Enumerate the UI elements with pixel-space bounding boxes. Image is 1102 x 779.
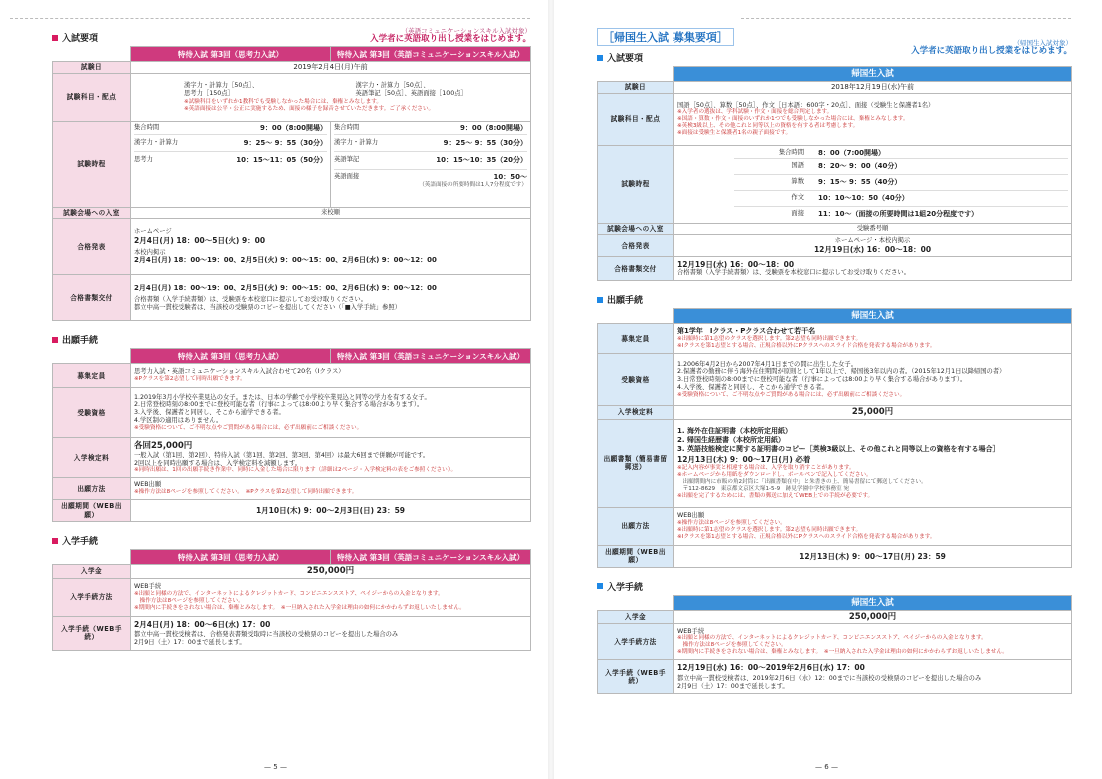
row-label: 受験資格	[598, 354, 674, 406]
subject-line: 国語［50点］、算数［50点］、作文［日本語：600字・20点］、面接（受験生と保護者1名）	[677, 101, 935, 109]
how-cell	[674, 624, 1072, 660]
cert-line: 2月4日(月) 18：00〜19：00、2月5日(火) 9：00〜15：00、2月6日(水) 9：00〜12：00	[134, 283, 437, 292]
schedule-name: 集合時間	[134, 123, 160, 131]
row-label: 入学手続（WEB手続）	[53, 616, 131, 650]
schedule-name: 英語面接	[334, 173, 360, 181]
web-cell	[674, 660, 1072, 694]
schedule-time: 9：25〜 9：55（30分）	[443, 138, 527, 147]
docs-line: 3. 英語技能検定に関する証明書のコピー［英検3級以上、その他これと同等以上の資格を有する場合］	[677, 444, 1000, 453]
how-line: ※期間内に手続きをされない場合は、棄権とみなします。 ※一旦納入された入学金は理由の如何にかかわらずお返しいたしません。	[134, 604, 465, 611]
square-bullet-icon	[52, 337, 58, 343]
qual-line: 3.日常登校時刻の8:00までに登校可能な者（行事によっては8:00より早く集合する場合があります）。	[677, 376, 967, 384]
page-number: — 5 —	[264, 763, 287, 771]
how-line: WEB手続	[134, 582, 162, 590]
schedule-name: 思考力	[134, 156, 153, 164]
qual-line: ※受験資格について、ご不明な点やご質問がある場合には、必ず出願前にご相談ください。	[677, 391, 906, 398]
square-bullet-icon	[597, 297, 603, 303]
fee-value: 25,000円	[674, 406, 1072, 420]
subjects-cell	[131, 73, 531, 121]
docs-line: 1. 海外在住証明書（本校所定用紙）	[677, 427, 792, 436]
how-cell	[131, 578, 531, 616]
note-line: ※試験科目をいずれか1教科でも受験しなかった場合には、棄権とみなします。	[184, 99, 382, 106]
section-title: 入試要項	[607, 54, 644, 65]
col-header: 帰国生入試	[674, 309, 1072, 324]
col-header: 特待入試 第3回（英語コミュニケーションスキル入試）	[331, 550, 531, 565]
capacity-line: ※Iクラスを第1志望とする場合、正規合格以外にPクラスへのスライド合格を発表する場合があります。	[677, 343, 936, 350]
schedule-name: 漢字力・計算力	[334, 138, 379, 146]
schedule-time: 9：25〜 9：55（30分）	[243, 138, 327, 147]
row-label: 試験日	[53, 62, 131, 74]
capacity-line: ※Pクラスを第2志望して同時出願できます。	[134, 376, 246, 383]
subject-line: 思考力［150点］	[184, 89, 234, 97]
returnee-enrollment-table	[597, 595, 1072, 695]
row-label: 試験時程	[598, 145, 674, 223]
col-header: 特待入試 第3回（英語コミュニケーションスキル入試）	[331, 349, 531, 364]
cert-line: 合格書類（入学手続書類）は、受験票を本校窓口に提示してお受け取りください。	[677, 269, 910, 277]
method-line: ※出願時に第1志望のクラスを選択します。第2志望も同時出願できます。	[677, 526, 862, 533]
top-dash-line	[10, 18, 530, 19]
web-line: 2月4日(月) 18：00〜6日(水) 17：00	[134, 619, 271, 629]
schedule-name: 算数	[791, 178, 804, 186]
qualification-cell	[131, 388, 531, 438]
row-label: 出願方法	[53, 478, 131, 500]
capacity-line: 思考力入試・英語コミュニケーションスキル入試合わせて20名（Iクラス）	[134, 368, 345, 376]
section-heading	[597, 580, 1072, 593]
subject-line: 漢字力・計算力［50点］、	[184, 81, 259, 89]
schedule-time: 8：00（7:00開場）	[818, 148, 886, 157]
row-label: 試験科目・配点	[53, 73, 131, 121]
qual-line: 3.入学後、保護者と同居し、そこから通学できる者。	[134, 409, 285, 417]
schedule-name: 集合時間	[334, 123, 360, 131]
row-label: 入学金	[598, 610, 674, 624]
note-big: 入学者に英語取り出し授業をはじめます。	[370, 34, 531, 45]
col-header: 帰国生入試	[674, 595, 1072, 610]
returnee-application-table	[597, 308, 1072, 568]
subject-line: ※面接は受験生と保護者1名の親子面接です。	[677, 130, 792, 137]
capacity-cell	[674, 324, 1072, 354]
cert-cell	[674, 257, 1072, 281]
right-page	[551, 0, 1102, 779]
schedule-name: 面接	[791, 209, 804, 217]
schedule-cell	[674, 145, 1072, 223]
web-line: 2月9日（土）17：00まで延長します。	[677, 682, 789, 690]
fee-line: 一般入試（第1回、第2回）、特待入試（第1回、第2回、第3回、第4回）は最大6回まで併願が可能です。	[134, 451, 430, 459]
row-label: 出願期間（WEB出願）	[53, 500, 131, 522]
row-label: 募集定員	[53, 364, 131, 388]
schedule-time: 8：20〜 9：00（40分）	[818, 162, 902, 171]
square-bullet-icon	[52, 538, 58, 544]
subjects-cell	[674, 93, 1072, 145]
docs-line: 出願期間内に市販の角2封筒に「出願書類在中」と朱書きの上、簡易書留にて郵送してください。	[677, 478, 927, 485]
result-cell	[674, 235, 1072, 257]
schedule-time: 9：15〜 9：55（40分）	[818, 178, 902, 187]
result-line: 2月4日(月) 18：00〜5日(火) 9：00	[134, 236, 266, 246]
row-label: 受験資格	[53, 388, 131, 438]
qual-line: 1.2006年4月2日から2007年4月1日までの間に出生した女子。	[677, 360, 858, 368]
web-line: 2月9日（土）17：00まで延長します。	[134, 639, 246, 647]
schedule-time: 10：15〜11：05（50分）	[236, 156, 327, 165]
fee-line: 2回以上を同時出願する場合は、入学検定料を減額します。	[134, 459, 302, 467]
row-label: 入学手続方法	[598, 624, 674, 660]
qual-line: 1.2019年3月小学校卒業見込の女子。または、日本の学齢で小学校卒業見込と同等の学力を有する女子。	[134, 393, 431, 401]
schedule-time: 11：10〜（面接の所要時間は1組20分程度です）	[818, 209, 979, 218]
schedule-time: 10：10〜10：50（40分）	[818, 193, 909, 202]
row-label: 試験会場への入室	[53, 207, 131, 218]
returnee-exam-table	[597, 66, 1072, 281]
period-value: 1月10日(木) 9：00〜2月3日(日) 23：59	[131, 500, 531, 522]
section-heading	[597, 293, 1072, 306]
schedule-note: （英語面接の所要時間は1人7分程度です）	[419, 181, 527, 188]
col-header: 特待入試 第3回（思考力入試）	[131, 47, 331, 62]
row-label: 出願方法	[598, 507, 674, 545]
fee-cell	[131, 438, 531, 478]
period-value: 12月13日(木) 9：00〜17日(月) 23：59	[674, 545, 1072, 567]
fee-line: ※同時出願は、1回の出願手続き作業中、同時に入金した場合に限ります（詳細は2ページ・入学検定料の表をご参照ください）。	[134, 467, 457, 474]
section-title: 入学手続	[62, 537, 99, 548]
square-bullet-icon	[597, 583, 603, 589]
cert-cell	[131, 275, 531, 321]
method-line: WEB出願	[677, 511, 705, 519]
schedule-name: 国語	[791, 162, 804, 170]
docs-line: 2. 帰国生経歴書（本校所定用紙）	[677, 435, 785, 444]
row-label: 合格書類交付	[598, 257, 674, 281]
schedule-name: 英語筆記	[334, 156, 360, 164]
docs-line: ※出願を完了するためには、書類の郵送に加えてWEB上での手続が必要です。	[677, 492, 874, 499]
result-line: ホームページ・本校内掲示	[834, 237, 911, 245]
docs-line: 12月13日(木) 9：00〜17日(月) 必着	[677, 455, 811, 465]
method-line: ※Iクラスを第1志望とする場合、正規合格以外にPクラスへのスライド合格を発表する場合があります。	[677, 533, 936, 540]
web-line: 都立中高一貫校受検者は、合格発表書類受取時に当該校の受検票のコピーを提出した場合のみ	[134, 631, 399, 639]
section-title: 出願手続	[62, 336, 99, 347]
result-line: 2月4日(月) 18：00〜19：00、2月5日(火) 9：00〜15：00、2月6日(水) 9：00〜12：00	[134, 256, 437, 265]
fee-value: 250,000円	[674, 610, 1072, 624]
how-line: ※期間内に手続きをされない場合は、棄権とみなします。 ※一旦納入された入学金は理由の如何にかかわらずお返しいたしません。	[677, 649, 1008, 656]
schedule-time: 10：50〜	[493, 173, 527, 182]
schedule-name: 漢字力・計算力	[134, 138, 179, 146]
method-line: ※操作方法は8ページを参照してください。	[677, 519, 786, 526]
row-label: 入学検定料	[53, 438, 131, 478]
qual-line: 2.保護者の勤務に伴う海外在住期間が原則として1年以上で、帰国後3年以内の者。（2015年12月1日以降帰国の者）	[677, 368, 1006, 376]
row-label: 入学検定料	[598, 406, 674, 420]
page-number: — 6 —	[815, 763, 838, 771]
row-label: 合格書類交付	[53, 275, 131, 321]
top-dash-line	[741, 18, 1071, 19]
qual-line: ※受験資格について、ご不明な点やご質問がある場合には、必ず出願前にご相談ください。	[134, 424, 363, 431]
result-cell	[131, 219, 531, 275]
note-small: （英語コミュニケーションスキル入試対象）	[401, 27, 531, 35]
row-label: 入学金	[53, 565, 131, 579]
row-label: 出願期間（WEB出願）	[598, 545, 674, 567]
row-label: 試験会場への入室	[598, 223, 674, 234]
col-header: 帰国生入試	[674, 67, 1072, 82]
subject-line: ※国語・算数・作文・面接のいずれか1つでも受験しなかった場合には、棄権とみなします。	[677, 116, 909, 123]
enrollment-table	[52, 549, 531, 651]
page-title	[597, 26, 734, 46]
col-header: 特待入試 第3回（思考力入試）	[131, 349, 331, 364]
exam-date: 2018年12月19日(水)午前	[674, 82, 1072, 94]
how-line: ※出願と同様の方法で、インターネットによるクレジットカード、コンビニエンスストア、ペイジーからの入金となります。	[677, 635, 987, 642]
result-line: ホームページ	[134, 228, 172, 236]
method-cell	[131, 478, 531, 500]
note-line: ※英語面接は公平・公正に実施するため、面接の様子を録音させていただきます。ご了承ください。	[184, 106, 435, 113]
subject-line: ※入学者の選抜は、学科試験・作文・面接を総合判定します。	[677, 109, 833, 116]
row-label: 合格発表	[598, 235, 674, 257]
cert-line: 12月19日(水) 16：00〜18：00	[677, 260, 795, 270]
how-line: WEB手続	[677, 627, 705, 635]
docs-cell	[674, 419, 1072, 507]
qualification-cell	[674, 354, 1072, 406]
row-label: 入学手続（WEB手続）	[598, 660, 674, 694]
cert-line: 合格書類（入学手続書類）は、受験票を本校窓口に提示してお受け取りください。	[134, 295, 367, 303]
fee-value: 250,000円	[131, 565, 531, 579]
row-label: 合格発表	[53, 219, 131, 275]
fee-line: 各回25,000円	[134, 441, 193, 452]
cert-line: 都立中高一貫校受験者は、当該校の受験票のコピーを提出してください（「■入学手続」参照）	[134, 303, 402, 311]
schedule-b	[331, 121, 531, 207]
web-line: 都立中高一貫校受検者は、2019年2月6日（水）12：00までに当該校の受検票のコピーを提出した場合のみ	[677, 674, 982, 682]
docs-line: ※記入内容が事実と相違する場合は、入学を取り消すことがあります。	[677, 464, 855, 471]
web-line: 12月19日(水) 16：00〜2019年2月6日(水) 17：00	[677, 663, 865, 673]
qual-line: 4.入学後、保護者と同居し、そこから通学できる者。	[677, 384, 828, 392]
section-title: 入学手続	[607, 582, 644, 593]
how-line: ※出願と同様の方法で、インターネットによるクレジットカード、コンビニエンスストア、ペイジーからの入金となります。	[134, 590, 444, 597]
capacity-line: 第1学年 Iクラス・Pクラス合わせて若干名	[677, 327, 816, 336]
subject-line: 漢字力・計算力［50点］、	[355, 81, 430, 89]
row-label: 試験科目・配点	[598, 93, 674, 145]
application-table	[52, 348, 531, 522]
note-big: 入学者に英語取り出し授業をはじめます。	[911, 46, 1072, 57]
section-heading	[52, 333, 531, 346]
result-line: 本校内掲示	[134, 248, 166, 256]
subject-line: ※英検3級以上、その他これと同等以上の資格を有する者は考慮します。	[677, 123, 859, 130]
capacity-line: ※出願時に第1志望のクラスを選択します。第2志望も同時出願できます。	[677, 336, 862, 343]
row-label: 出願書類（簡易書留郵送）	[598, 419, 674, 507]
exam-date: 2019年2月4日(月)午前	[131, 62, 531, 74]
method-cell	[674, 507, 1072, 545]
schedule-name: 作文	[791, 193, 804, 201]
section-title: 出願手続	[607, 296, 644, 307]
exam-table	[52, 46, 531, 321]
how-line: 操作方法は8ページを参照してください。	[677, 642, 787, 649]
schedule-a	[131, 121, 331, 207]
note-small: （帰国生入試対象）	[1013, 39, 1072, 47]
entry-value: 受験番号順	[674, 223, 1072, 234]
method-line: WEB出願	[134, 481, 162, 489]
docs-line: 〒112-8629 東京都文京区大塚1-5-9 跡見学園中学校事務室 宛	[677, 485, 850, 492]
col-header: 特待入試 第3回（思考力入試）	[131, 550, 331, 565]
square-bullet-icon	[52, 35, 58, 41]
subject-line: 英語筆記［50点］、英語面接［100点］	[355, 89, 467, 97]
qual-line: 4.学区制の適用はありません。	[134, 417, 223, 425]
schedule-time: 9：00（8:00開場）	[259, 123, 327, 132]
docs-line: ※ホームページから用紙をダウンロードし、ボールペンで記入してください。	[677, 471, 872, 478]
row-label: 試験日	[598, 82, 674, 94]
web-cell	[131, 616, 531, 650]
result-line: 12月19日(水) 16：00〜18：00	[813, 244, 932, 254]
page-title-text: ［帰国生入試 募集要項］	[597, 28, 734, 46]
row-label: 募集定員	[598, 324, 674, 354]
schedule-time: 9：00（8:00開場）	[459, 123, 527, 132]
method-line: ※操作方法は8ページを参照してください。 ※Pクラスを第2志望して同時出願できます。	[134, 489, 358, 496]
row-label: 試験時程	[53, 121, 131, 207]
square-bullet-icon	[597, 55, 603, 61]
col-header: 特待入試 第3回（英語コミュニケーションスキル入試）	[331, 47, 531, 62]
row-label: 入学手続方法	[53, 578, 131, 616]
qual-line: 2.日常登校時刻の8:00までに登校可能な者（行事によっては8:00より早く集合する場合があります）。	[134, 401, 424, 409]
entry-value: 来校順	[131, 207, 531, 218]
section-heading	[52, 534, 531, 547]
schedule-time: 10：15〜10：35（20分）	[436, 156, 527, 165]
capacity-cell	[131, 364, 531, 388]
schedule-name: 集合時間	[778, 148, 804, 156]
how-line: 操作方法は8ページを参照してください。	[134, 597, 244, 604]
section-title: 入試要項	[62, 34, 99, 45]
